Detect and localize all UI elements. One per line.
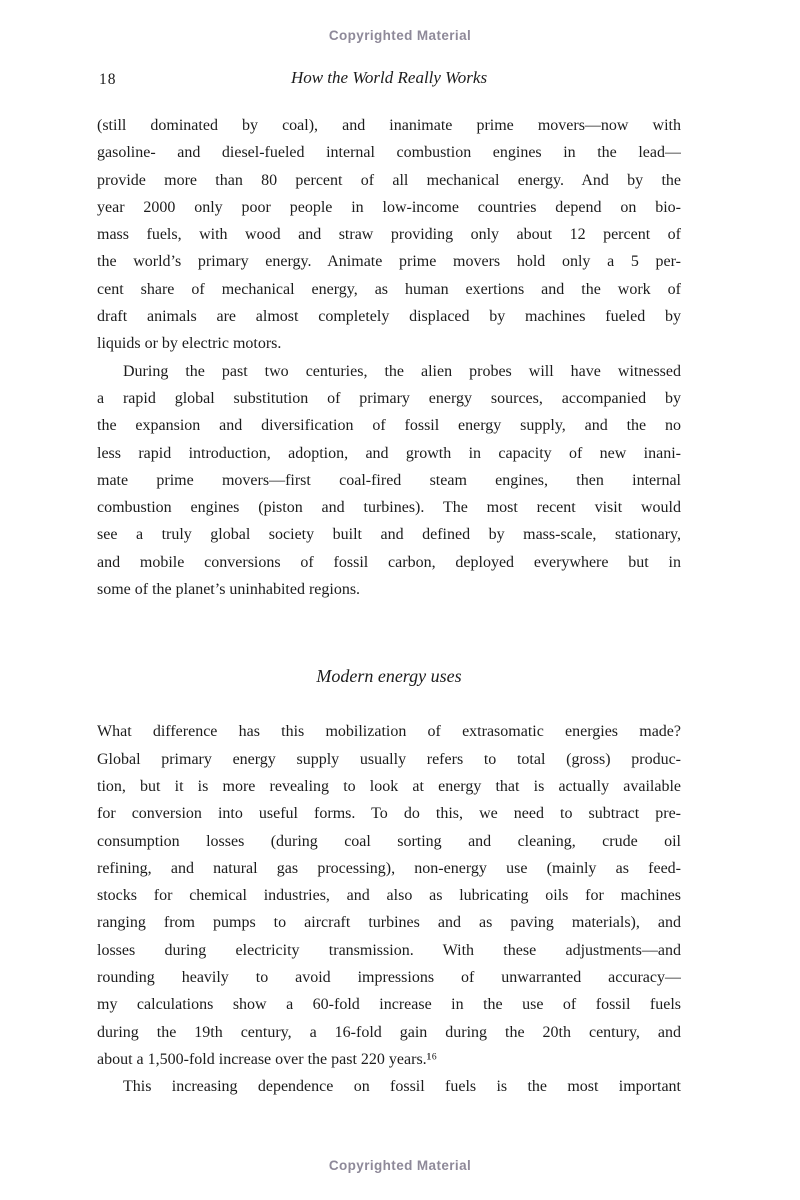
text-line: provide more than 80 percent of all mechanical energy. And by the [97,171,681,189]
copyright-notice-bottom: Copyrighted Material [328,1158,472,1173]
text-line: the world’s primary energy. Animate prime movers hold only a 5 per- [97,253,681,271]
text-line: rounding heavily to avoid impressions of unwarranted accuracy— [97,969,681,987]
text-line: refining, and natural gas processing), non-energy use (mainly as feed- [97,859,681,877]
text-line: mate prime movers—first coal-fired steam engines, then internal [97,471,681,489]
text-line: Global primary energy supply usually refers to total (gross) produc- [97,750,681,768]
text-line: during the 19th century, a 16-fold gain during the 20th century, and [97,1023,681,1041]
page-body-text [97,112,681,1101]
text-line: ranging from pumps to aircraft turbines and as paving materials), and [97,914,681,932]
section-heading: Modern energy uses [316,666,462,687]
running-header-title: How the World Really Works [290,68,488,87]
text-line: a rapid global substitution of primary energy sources, accompanied by [97,389,681,407]
text-line: mass fuels, with wood and straw providing only about 12 percent of [97,226,681,244]
text-line: draft animals are almost completely displaced by machines fueled by [97,308,681,326]
text-line: for conversion into useful forms. To do this, we need to subtract pre- [97,805,681,823]
body-paragraph-2 [97,358,681,604]
text-line: my calculations show a 60-fold increase in the use of fossil fuels [97,996,681,1014]
text-line: less rapid introduction, adoption, and growth in capacity of new inani- [97,444,681,462]
text-line: see a truly global society built and defined by mass-scale, stationary, [97,526,681,544]
text-line: tion, but it is more revealing to look at energy that is actually available [97,777,681,795]
text-line: This increasing dependence on fossil fuels is the most important [123,1078,681,1096]
text-line: losses during electricity transmission. With these adjustments—and [97,941,681,959]
copyright-notice-top: Copyrighted Material [328,28,472,43]
text-line: consumption losses (during coal sorting and cleaning, crude oil [97,832,681,850]
text-line: During the past two centuries, the alien probes will have witnessed [123,362,681,380]
page-header [97,68,681,92]
body-paragraph-4 [97,1073,681,1100]
text-line: stocks for chemical industries, and also as lubricating oils for machines [97,887,681,905]
text-line: about a 1,500-fold increase over the past 220 years.¹⁶ [97,1050,438,1068]
body-paragraph-1 [97,112,681,358]
body-paragraph-3 [97,718,681,1073]
text-line: year 2000 only poor people in low-income countries depend on bio- [97,198,681,216]
text-line: gasoline- and diesel-fueled internal combustion engines in the lead— [97,144,681,162]
text-line: the expansion and diversification of fossil energy supply, and the no [97,417,681,435]
text-line: some of the planet’s uninhabited regions. [97,581,361,599]
text-line: combustion engines (piston and turbines). The most recent visit would [97,499,681,517]
text-line: (still dominated by coal), and inanimate prime movers—now with [97,117,681,134]
page-number: 18 [99,71,117,88]
text-line: What difference has this mobilization of extrasomatic energies made? [97,723,681,741]
text-line: cent share of mechanical energy, as human exertions and the work of [97,280,681,298]
text-line: liquids or by electric motors. [97,335,282,353]
text-line: and mobile conversions of fossil carbon, deployed everywhere but in [97,553,681,571]
